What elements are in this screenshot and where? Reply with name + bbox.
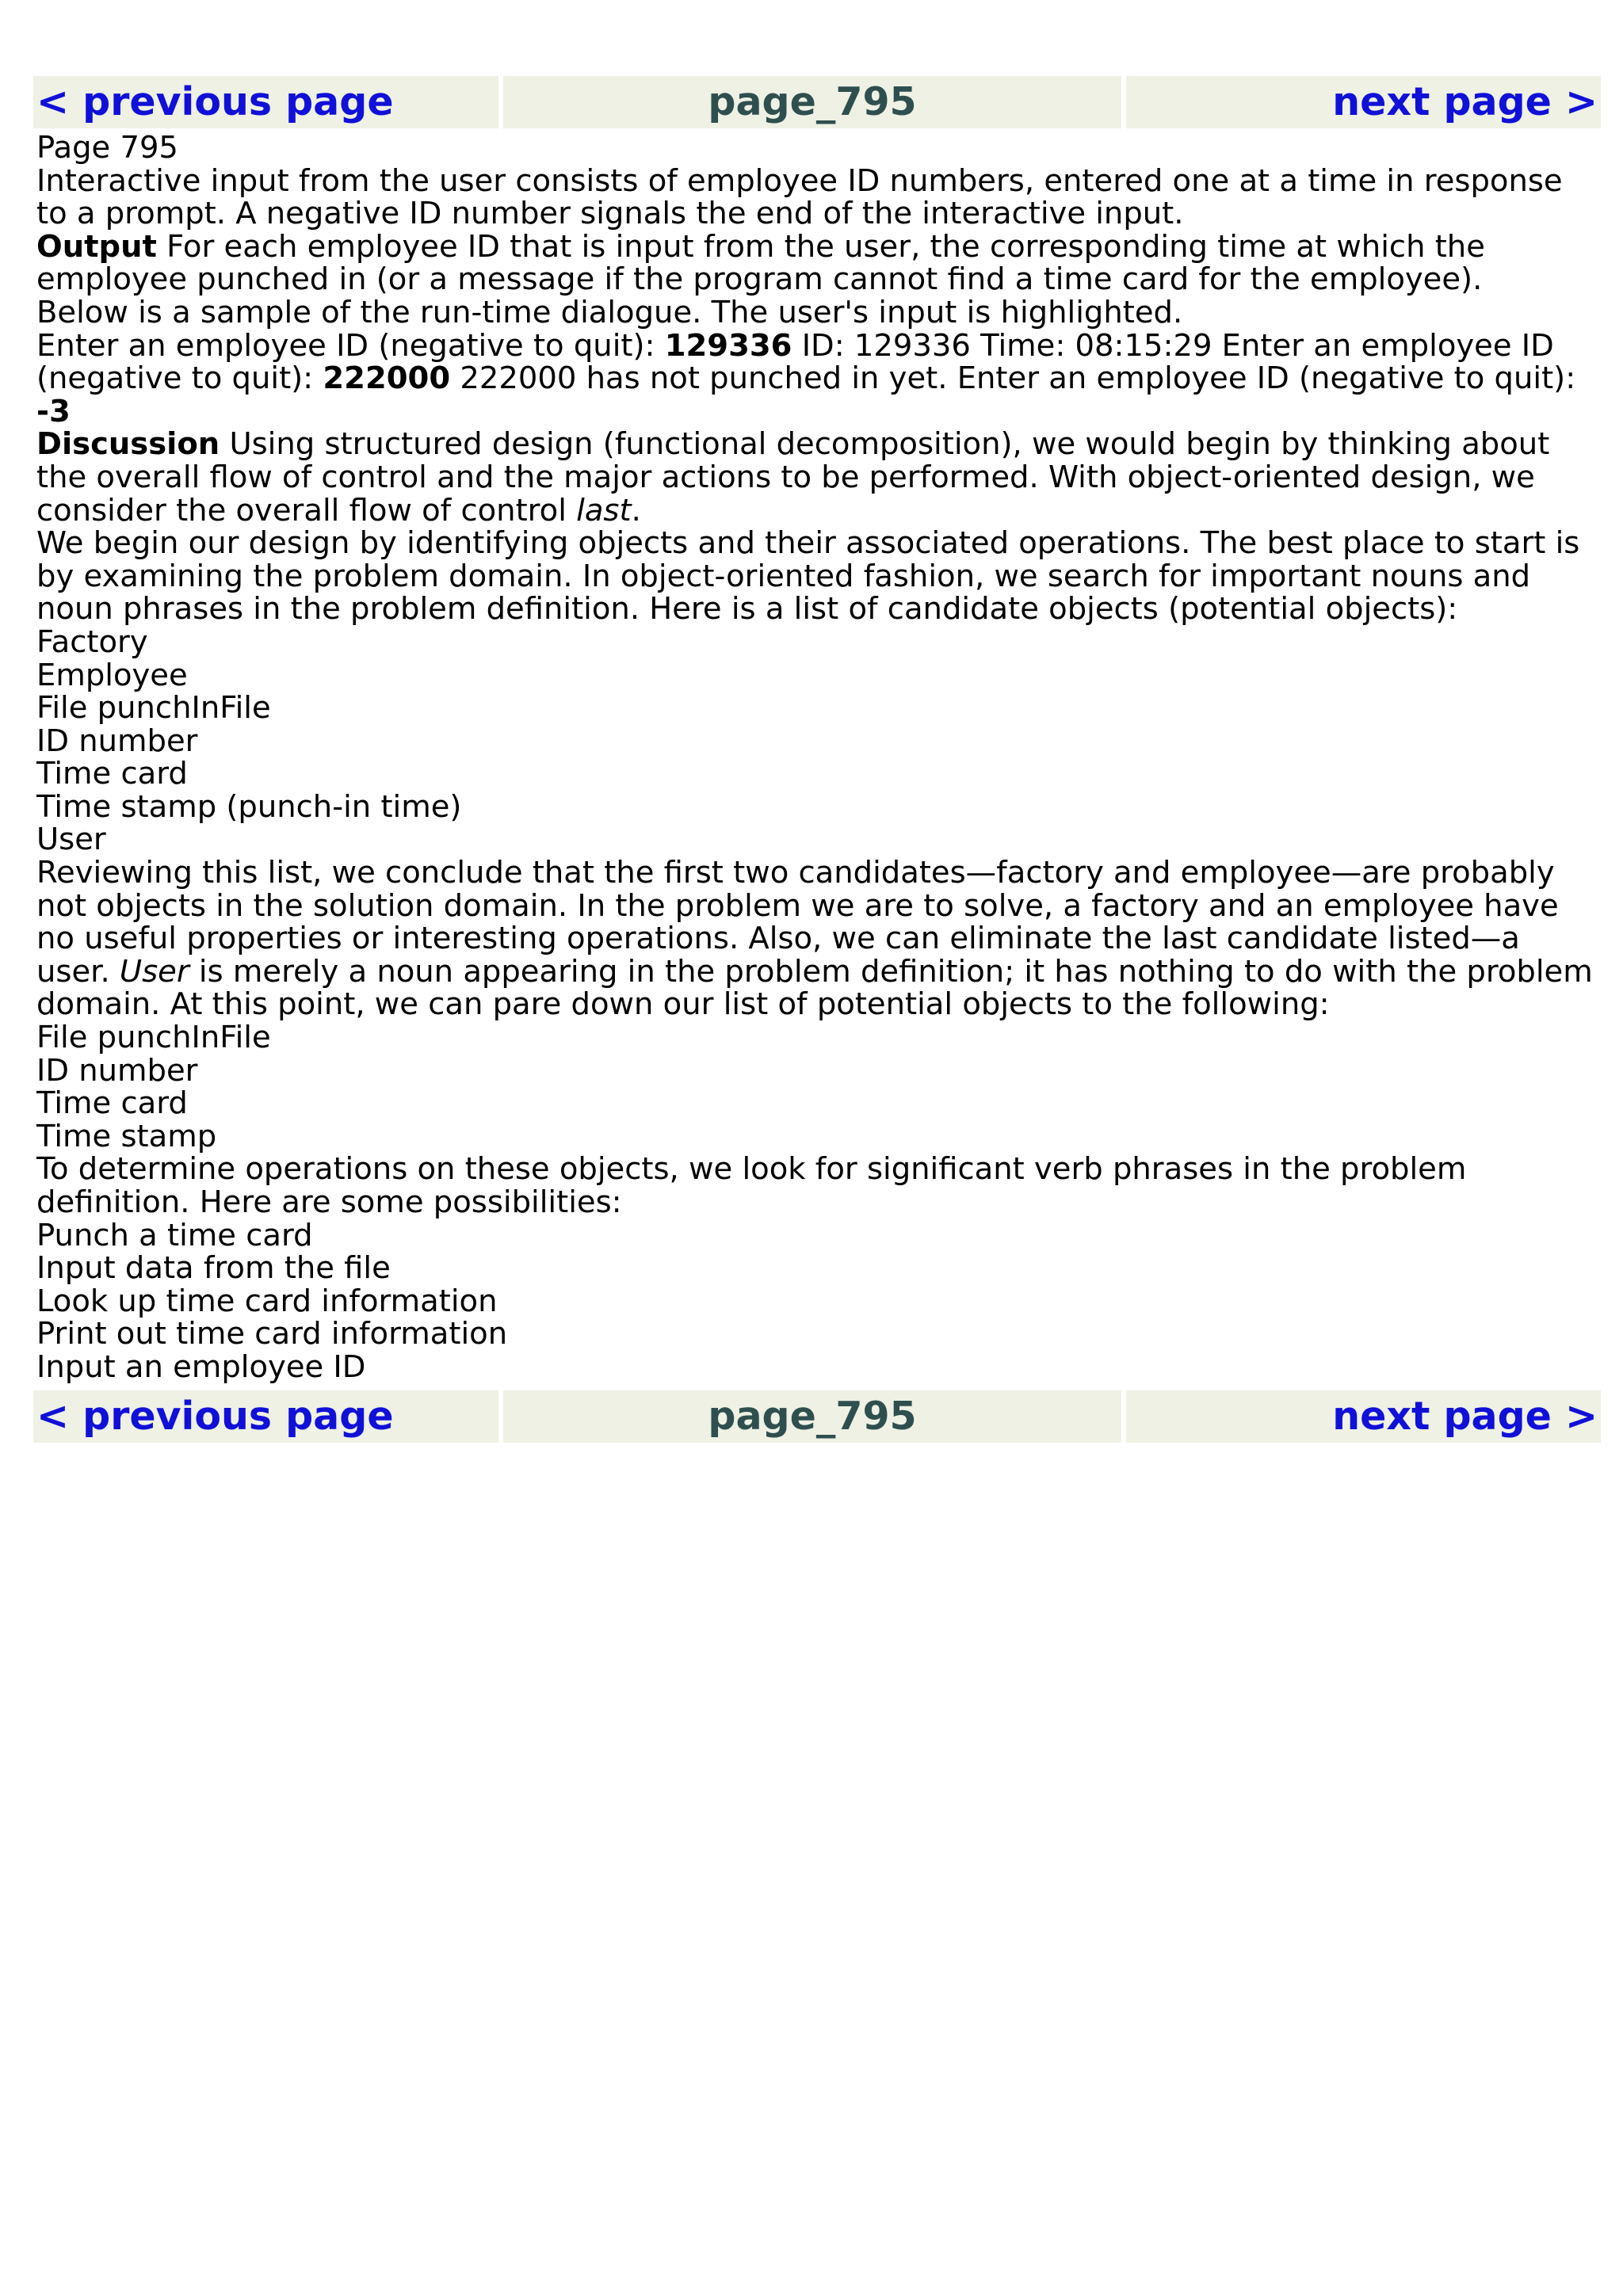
output-paragraph	[36, 228, 1598, 298]
list-item: Factory	[36, 624, 148, 660]
dialog-sample	[36, 327, 1598, 429]
discussion-text-end: .	[631, 492, 641, 528]
operation-list	[36, 1219, 1598, 1384]
page-heading: Page 795	[36, 130, 178, 166]
list-item: Time card	[36, 1085, 188, 1122]
list-item: Input data from the file	[36, 1250, 391, 1287]
list-item: Look up time card information	[36, 1283, 498, 1319]
list-item: Time stamp	[36, 1118, 217, 1154]
list-item: File punchInFile	[36, 690, 271, 727]
identify-text: We begin our design by identifying objects and their associated operations. The best place to start is by examining the problem domain. In object-oriented fashion, we search for important nouns and noun phrases in the problem definition. Here is a list of candidate objects (potential objects):	[36, 525, 1580, 627]
sample-intro-text: Below is a sample of the run-time dialogue. The user's input is highlighted.	[36, 294, 1183, 330]
identify-paragraph	[36, 527, 1598, 626]
top-navbar	[33, 76, 1601, 128]
list-item: Time card	[36, 756, 188, 792]
list-item: File punchInFile	[36, 1020, 271, 1056]
list-item: Print out time card information	[36, 1316, 508, 1352]
review-paragraph	[36, 856, 1598, 1021]
dialog-user-input: 222000	[323, 360, 451, 397]
object-list	[36, 1021, 1598, 1153]
page-number-label: page_795	[503, 76, 1122, 128]
output-label: Output	[36, 228, 157, 265]
operations-text: To determine operations on these objects, we look for significant verb phrases in the problem definition. Here are some possibilities:	[36, 1151, 1467, 1220]
dialog-response: 222000 has not punched in yet. Enter an employee ID (negative to quit):	[450, 360, 1576, 397]
page	[33, 76, 1601, 1443]
dialog-response: ID: 129336 Time: 08:15:29 Enter an employee ID (negative to quit):	[36, 327, 1554, 397]
previous-page-link[interactable]: < previous page	[33, 76, 498, 128]
discussion-paragraph	[36, 428, 1598, 527]
list-item: ID number	[36, 723, 198, 759]
next-page-link[interactable]: next page >	[1126, 1390, 1601, 1443]
sample-intro	[36, 296, 1598, 330]
review-text-end: is merely a noun appearing in the problem definition; it has nothing to do with the problem domain. At this point, we can pare down our list of potential objects to the following:	[36, 953, 1593, 1023]
list-item: User	[36, 822, 106, 858]
review-text: Reviewing this list, we conclude that the first two candidates—factory and employee—are probably not objects in the solution domain. In the problem we are to solve, a factory and an employee have no useful properties or interesting operations. Also, we can eliminate the last candidate listed—a user.	[36, 855, 1559, 990]
page-number-label: page_795	[503, 1390, 1122, 1443]
next-page-link[interactable]: next page >	[1126, 76, 1601, 128]
list-item: Time stamp (punch-in time)	[36, 788, 462, 825]
review-emphasis: User	[119, 953, 189, 990]
discussion-text: Using structured design (functional decomposition), we would begin by thinking about the overall flow of control and the major actions to be performed. With object-oriented design, we consider the overall flow of control	[36, 426, 1550, 528]
intro-paragraph	[36, 162, 1598, 232]
dialog-user-input: 129336	[664, 327, 792, 364]
list-item: Punch a time card	[36, 1217, 313, 1253]
dialog-user-input: -3	[36, 393, 71, 429]
candidate-list	[36, 626, 1598, 856]
previous-page-link[interactable]: < previous page	[33, 1390, 498, 1443]
dialog-prompt: Enter an employee ID (negative to quit):	[36, 327, 665, 364]
discussion-label: Discussion	[36, 426, 220, 463]
list-item: Input an employee ID	[36, 1348, 366, 1385]
list-item: ID number	[36, 1052, 198, 1089]
bottom-navbar	[33, 1390, 1601, 1443]
output-text: For each employee ID that is input from the user, the corresponding time at which the employee punched in (or a message if the program cannot find a time card for the employee).	[36, 228, 1485, 298]
discussion-emphasis: last	[576, 492, 632, 528]
operations-paragraph	[36, 1153, 1598, 1219]
intro-text: Interactive input from the user consists of employee ID numbers, entered one at a time in response to a prompt. A negative ID number signals the end of the interactive input.	[36, 162, 1563, 232]
list-item: Employee	[36, 657, 188, 693]
page-content	[33, 128, 1601, 1386]
